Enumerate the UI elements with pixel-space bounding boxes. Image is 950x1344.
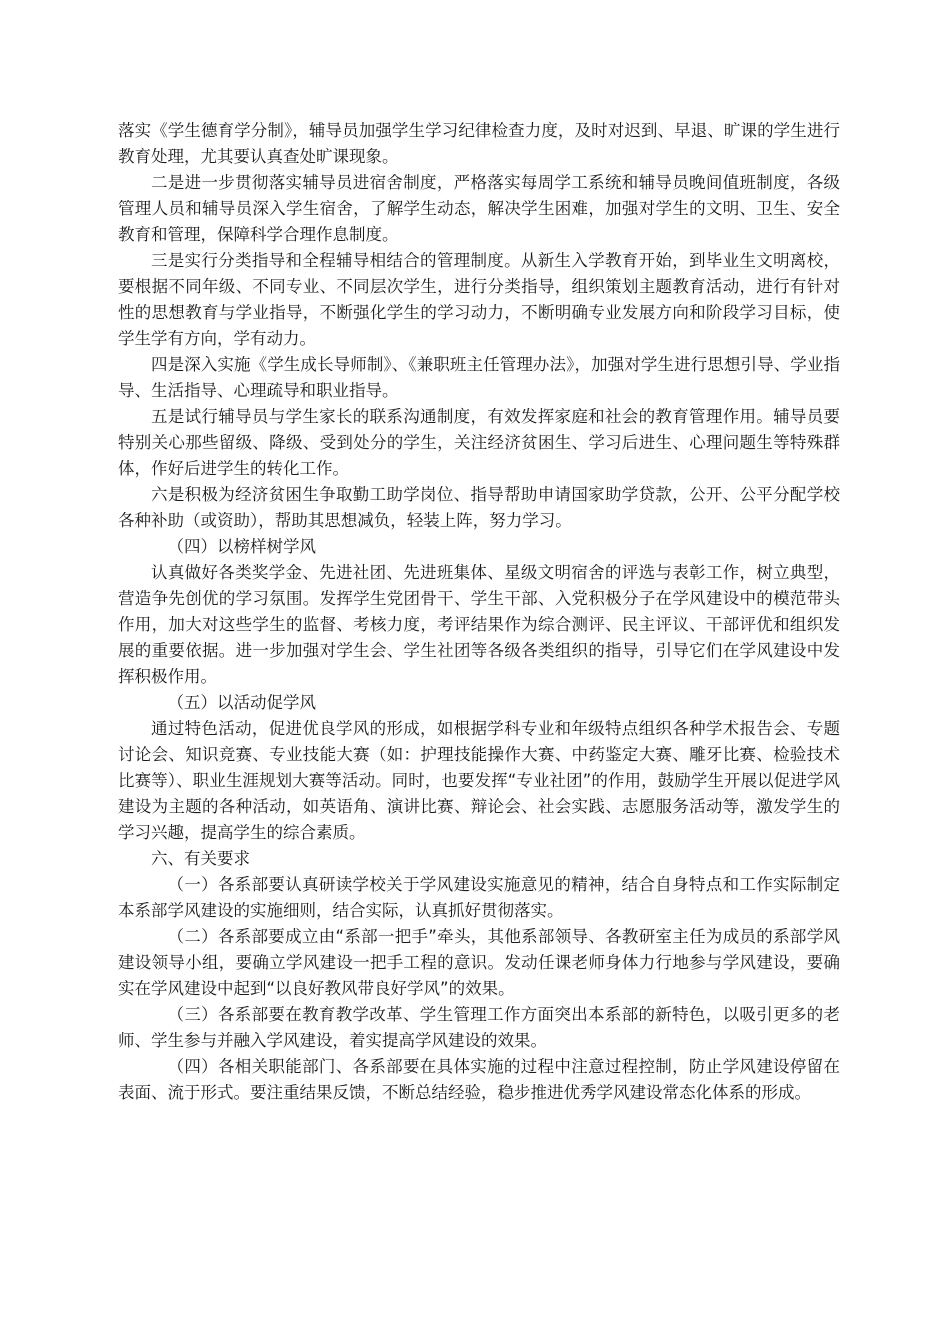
section-heading-4: （四）以榜样树学风 [167, 537, 316, 556]
paragraph-item-4: 四是深入实施《学生成长导师制》、《兼职班主任管理办法》，加强对学生进行思想引导、学业指导、生活指导、心理疏导和职业指导。 [118, 355, 840, 400]
document-body [118, 118, 840, 1106]
requirement-item-2: （二）各系部要成立由“系部一把手”牵头，其他系部领导、各教研室主任为成员的系部学风建设领导小组，要确立学风建设一把手工程的意识。发动任课老师身体力行地参与学风建设，要确实在学风建设中起到“以良好教风带良好学风”的效果。 [118, 927, 840, 998]
requirement-item-4: （四）各相关职能部门、各系部要在具体实施的过程中注意过程控制，防止学风建设停留在表面、流于形式。要注重结果反馈，不断总结经验，稳步推进优秀学风建设常态化体系的形成。 [118, 1057, 840, 1102]
paragraph-item-6: 六是积极为经济贫困生争取勤工助学岗位、指导帮助申请国家助学贷款，公开、公平分配学校各种补助（或资助），帮助其思想减负，轻装上阵，努力学习。 [118, 485, 840, 530]
paragraph-activities: 通过特色活动，促进优良学风的形成，如根据学科专业和年级特点组织各种学术报告会、专题讨论会、知识竞赛、专业技能大赛（如：护理技能操作大赛、中药鉴定大赛、雕牙比赛、检验技术比赛等）、职业生涯规划大赛等活动。同时，也要发挥“专业社团”的作用，鼓励学生开展以促进学风建设为主题的各种活动，如英语角、演讲比赛、辩论会、社会实践、志愿服务活动等，激发学生的学习兴趣，提高学生的综合素质。 [118, 719, 840, 842]
paragraph-role-models: 认真做好各类奖学金、先进社团、先进班集体、星级文明宿舍的评选与表彰工作，树立典型，营造争先创优的学习氛围。发挥学生党团骨干、学生干部、入党积极分子在学风建设中的模范带头作用，加大对这些学生的监督、考核力度，考评结果作为综合测评、民主评议、干部评优和组织发展的重要依据。进一步加强对学生会、学生社团等各级各类组织的指导，引导它们在学风建设中发挥积极作用。 [118, 563, 840, 686]
requirement-item-1: （一）各系部要认真研读学校关于学风建设实施意见的精神，结合自身特点和工作实际制定本系部学风建设的实施细则，结合实际，认真抓好贯彻落实。 [118, 875, 840, 920]
paragraph-item-3: 三是实行分类指导和全程辅导相结合的管理制度。从新生入学教育开始，到毕业生文明离校，要根据不同年级、不同专业、不同层次学生，进行分类指导，组织策划主题教育活动，进行有针对性的思想教育与学业指导，不断强化学生的学习动力，不断明确专业发展方向和阶段学习目标，使学生学有方向，学有动力。 [118, 251, 840, 348]
requirement-item-3: （三）各系部要在教育教学改革、学生管理工作方面突出本系部的新特色，以吸引更多的老师、学生参与并融入学风建设，着实提高学风建设的效果。 [118, 1005, 840, 1050]
section-heading-requirements: 六、有关要求 [151, 849, 250, 868]
section-heading-5: （五）以活动促学风 [167, 693, 316, 712]
paragraph-continuation: 落实《学生德育学分制》，辅导员加强学生学习纪律检查力度，及时对迟到、早退、旷课的学生进行教育处理，尤其要认真查处旷课现象。 [118, 121, 840, 166]
paragraph-item-2: 二是进一步贯彻落实辅导员进宿舍制度，严格落实每周学工系统和辅导员晚间值班制度，各级管理人员和辅导员深入学生宿舍，了解学生动态，解决学生困难，加强对学生的文明、卫生、安全教育和管理，保障科学合理作息制度。 [118, 173, 840, 244]
paragraph-item-5: 五是试行辅导员与学生家长的联系沟通制度，有效发挥家庭和社会的教育管理作用。辅导员要特别关心那些留级、降级、受到处分的学生，关注经济贫困生、学习后进生、心理问题生等特殊群体，作好后进学生的转化工作。 [118, 407, 840, 478]
